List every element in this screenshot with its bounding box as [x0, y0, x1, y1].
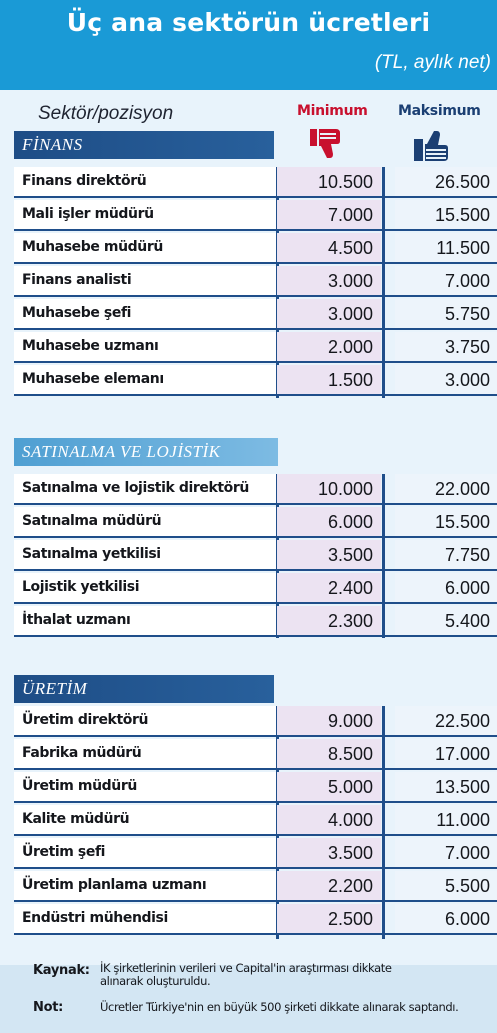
- row-divider: [14, 602, 497, 604]
- row-divider: [14, 229, 497, 231]
- maximum-value: 7.000: [395, 838, 497, 867]
- table-row: [14, 365, 497, 396]
- maximum-value: 3.750: [395, 332, 497, 361]
- row-label: Üretim müdürü: [14, 772, 276, 801]
- maximum-value: 7.000: [395, 266, 497, 295]
- maximum-value: 13.500: [395, 772, 497, 801]
- table-row: [14, 805, 497, 836]
- table-row: [14, 739, 497, 770]
- row-label: Finans analisti: [14, 266, 276, 295]
- minimum-value: 9.000: [277, 706, 381, 735]
- source-text-line-2: alınarak oluşturuldu.: [100, 974, 211, 988]
- minimum-value: 3.000: [277, 266, 381, 295]
- row-label: Üretim direktörü: [14, 706, 276, 735]
- maximum-value: 15.500: [395, 507, 497, 536]
- table-row: [14, 474, 497, 505]
- table-row: [14, 540, 497, 571]
- source-label: Kaynak:: [33, 963, 90, 978]
- row-divider: [14, 503, 497, 505]
- minimum-value: 4.500: [277, 233, 381, 262]
- table-row: [14, 200, 497, 231]
- table-row: [14, 299, 497, 330]
- row-divider: [14, 735, 497, 737]
- row-label: Üretim şefi: [14, 838, 276, 867]
- minimum-value: 1.500: [277, 365, 381, 394]
- row-label: Muhasebe uzmanı: [14, 332, 276, 361]
- row-divider: [14, 262, 497, 264]
- minimum-value: 10.500: [277, 167, 381, 196]
- row-divider: [14, 196, 497, 198]
- row-label: Mali işler müdürü: [14, 200, 276, 229]
- row-divider: [14, 834, 497, 836]
- maximum-value: 6.000: [395, 573, 497, 602]
- minimum-value: 3.500: [277, 540, 381, 569]
- row-divider: [14, 569, 497, 571]
- minimum-value: 10.000: [277, 474, 381, 503]
- maximum-value: 22.000: [395, 474, 497, 503]
- table-row: [14, 266, 497, 297]
- table-row: [14, 772, 497, 803]
- row-label: Muhasebe müdürü: [14, 233, 276, 262]
- row-label: Muhasebe elemanı: [14, 365, 276, 394]
- row-divider: [14, 536, 497, 538]
- section-header-satinalma: SATINALMA VE LOJİSTİK: [14, 438, 278, 466]
- minimum-value: 2.200: [277, 871, 381, 900]
- note-label: Not:: [33, 1000, 64, 1015]
- column-header-maximum: Maksimum: [398, 103, 481, 119]
- maximum-value: 5.500: [395, 871, 497, 900]
- maximum-value: 5.750: [395, 299, 497, 328]
- table-row: [14, 871, 497, 902]
- row-label: Satınalma ve lojistik direktörü: [14, 474, 276, 503]
- section-header-finans: FİNANS: [14, 131, 274, 159]
- minimum-value: 3.000: [277, 299, 381, 328]
- row-divider: [14, 933, 497, 935]
- minimum-value: 6.000: [277, 507, 381, 536]
- minimum-value: 5.000: [277, 772, 381, 801]
- page-subtitle: (TL, aylık net): [374, 52, 491, 73]
- row-label: Kalite müdürü: [14, 805, 276, 834]
- row-divider: [14, 328, 497, 330]
- minimum-value: 7.000: [277, 200, 381, 229]
- maximum-value: 17.000: [395, 739, 497, 768]
- table-row: [14, 904, 497, 935]
- maximum-value: 26.500: [395, 167, 497, 196]
- maximum-value: 3.000: [395, 365, 497, 394]
- row-label: Satınalma yetkilisi: [14, 540, 276, 569]
- maximum-value: 6.000: [395, 904, 497, 933]
- maximum-value: 11.000: [395, 805, 497, 834]
- section-header-uretim: ÜRETİM: [14, 675, 274, 703]
- table-row: [14, 706, 497, 737]
- row-divider: [14, 768, 497, 770]
- note-text: Ücretler Türkiye'nin en büyük 500 şirketi dikkate alınarak saptandı.: [100, 1000, 459, 1014]
- row-label: Endüstri mühendisi: [14, 904, 276, 933]
- maximum-value: 5.400: [395, 606, 497, 635]
- row-label: Satınalma müdürü: [14, 507, 276, 536]
- table-row: [14, 507, 497, 538]
- row-label: Üretim planlama uzmanı: [14, 871, 276, 900]
- row-divider: [14, 900, 497, 902]
- minimum-value: 2.300: [277, 606, 381, 635]
- maximum-value: 11.500: [395, 233, 497, 262]
- maximum-value: 22.500: [395, 706, 497, 735]
- page-title: Üç ana sektörün ücretleri: [66, 8, 431, 37]
- minimum-value: 2.400: [277, 573, 381, 602]
- source-text-line-1: İK şirketlerinin verileri ve Capital'in araştırması dikkate: [100, 961, 392, 975]
- row-divider: [14, 867, 497, 869]
- row-label: Finans direktörü: [14, 167, 276, 196]
- maximum-value: 7.750: [395, 540, 497, 569]
- thumbs-down-icon: [306, 125, 346, 165]
- minimum-value: 8.500: [277, 739, 381, 768]
- row-label: Muhasebe şefi: [14, 299, 276, 328]
- table-row: [14, 606, 497, 637]
- minimum-value: 2.000: [277, 332, 381, 361]
- thumbs-up-icon: [410, 125, 454, 165]
- column-header-minimum: Minimum: [297, 103, 368, 119]
- row-label: İthalat uzmanı: [14, 606, 276, 635]
- row-divider: [14, 295, 497, 297]
- table-row: [14, 167, 497, 198]
- maximum-value: 15.500: [395, 200, 497, 229]
- row-divider: [14, 361, 497, 363]
- row-label: Lojistik yetkilisi: [14, 573, 276, 602]
- minimum-value: 4.000: [277, 805, 381, 834]
- table-row: [14, 233, 497, 264]
- row-divider: [14, 394, 497, 396]
- row-label: Fabrika müdürü: [14, 739, 276, 768]
- minimum-value: 2.500: [277, 904, 381, 933]
- table-row: [14, 573, 497, 604]
- column-header-position: Sektör/pozisyon: [38, 103, 174, 124]
- row-divider: [14, 801, 497, 803]
- table-row: [14, 838, 497, 869]
- table-row: [14, 332, 497, 363]
- row-divider: [14, 635, 497, 637]
- minimum-value: 3.500: [277, 838, 381, 867]
